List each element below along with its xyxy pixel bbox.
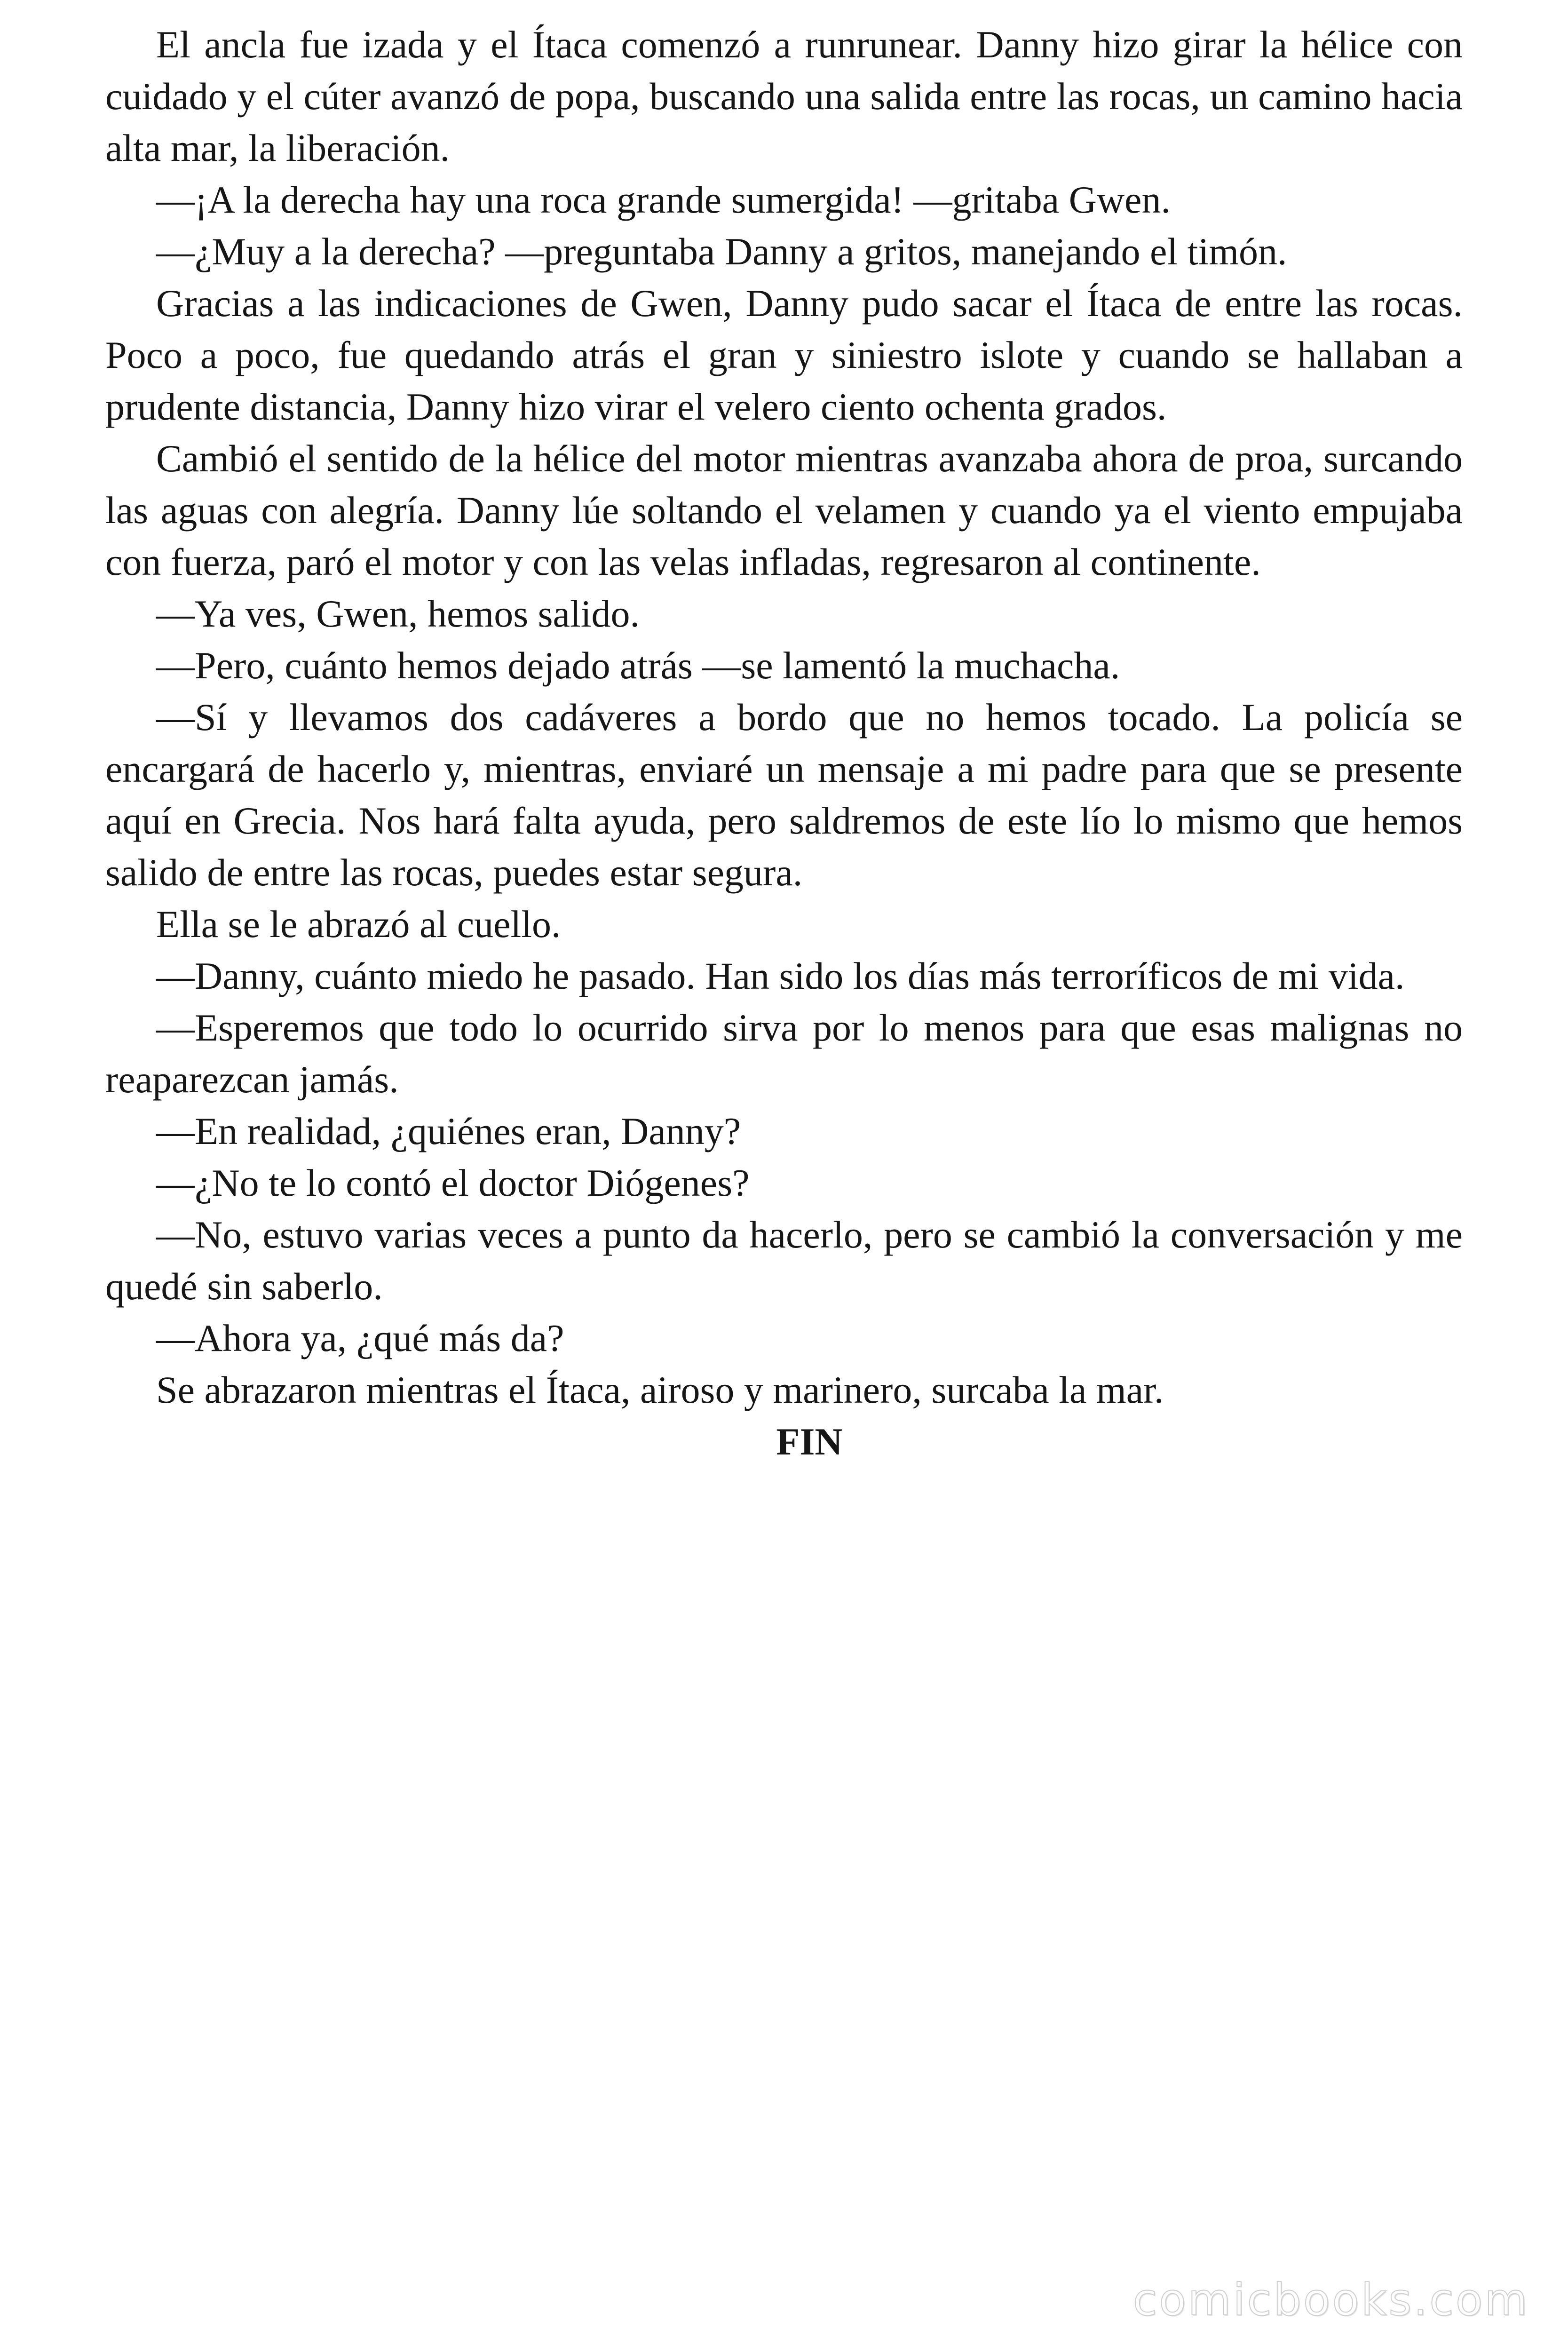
paragraph: —¡A la derecha hay una roca grande sumergida! —gritaba Gwen.	[156, 178, 1171, 221]
paragraph: —Pero, cuánto hemos dejado atrás —se lamentó la muchacha.	[156, 644, 1120, 687]
paragraph: Gracias a las indicaciones de Gwen, Danny pudo sacar el Ítaca de entre las rocas. Poco a poco, fue quedando atrás el gran y siniestro islote y cuando se hallaban a prudente distancia, Danny hizo virar el velero ciento ochenta grados.	[105, 282, 1463, 428]
paragraph: —Sí y llevamos dos cadáveres a bordo que no hemos tocado. La policía se encargará de hacerlo y, mientras, enviaré un mensaje a mi padre para que se presente aquí en Grecia. Nos hará falta ayuda, pero saldremos de este lío lo mismo que hemos salido de entre las rocas, puedes estar segura.	[105, 696, 1463, 894]
book-page	[105, 19, 1463, 1468]
paragraph: —Esperemos que todo lo ocurrido sirva por lo menos para que esas malignas no reaparezcan jamás.	[105, 1006, 1463, 1101]
paragraph: —¿Muy a la derecha? —preguntaba Danny a gritos, manejando el timón.	[156, 230, 1287, 273]
paragraph: El ancla fue izada y el Ítaca comenzó a runrunear. Danny hizo girar la hélice con cuidado y el cúter avanzó de popa, buscando una salida entre las rocas, un camino hacia alta mar, la liberación.	[105, 23, 1463, 169]
paragraph: —En realidad, ¿quiénes eran, Danny?	[156, 1110, 741, 1152]
paragraph: Ella se le abrazó al cuello.	[156, 903, 561, 946]
paragraph: —Ya ves, Gwen, hemos salido.	[156, 592, 640, 635]
paragraph: —Danny, cuánto miedo he pasado. Han sido los días más terroríficos de mi vida.	[156, 954, 1405, 997]
paragraph: —No, estuvo varias veces a punto da hacerlo, pero se cambió la conversación y me quedé sin saberlo.	[105, 1213, 1463, 1308]
paragraph: —¿No te lo contó el doctor Diógenes?	[156, 1161, 750, 1204]
watermark: comicbooks.com	[1132, 2274, 1529, 2326]
paragraph: —Ahora ya, ¿qué más da?	[156, 1317, 564, 1359]
ending-heading: FIN	[776, 1420, 843, 1463]
paragraph: Cambió el sentido de la hélice del motor mientras avanzaba ahora de proa, surcando las aguas con alegría. Danny lúe soltando el velamen y cuando ya el viento empujaba con fuerza, paró el motor y con las velas infladas, regresaron al continente.	[105, 437, 1463, 583]
paragraph: Se abrazaron mientras el Ítaca, airoso y marinero, surcaba la mar.	[156, 1368, 1164, 1411]
